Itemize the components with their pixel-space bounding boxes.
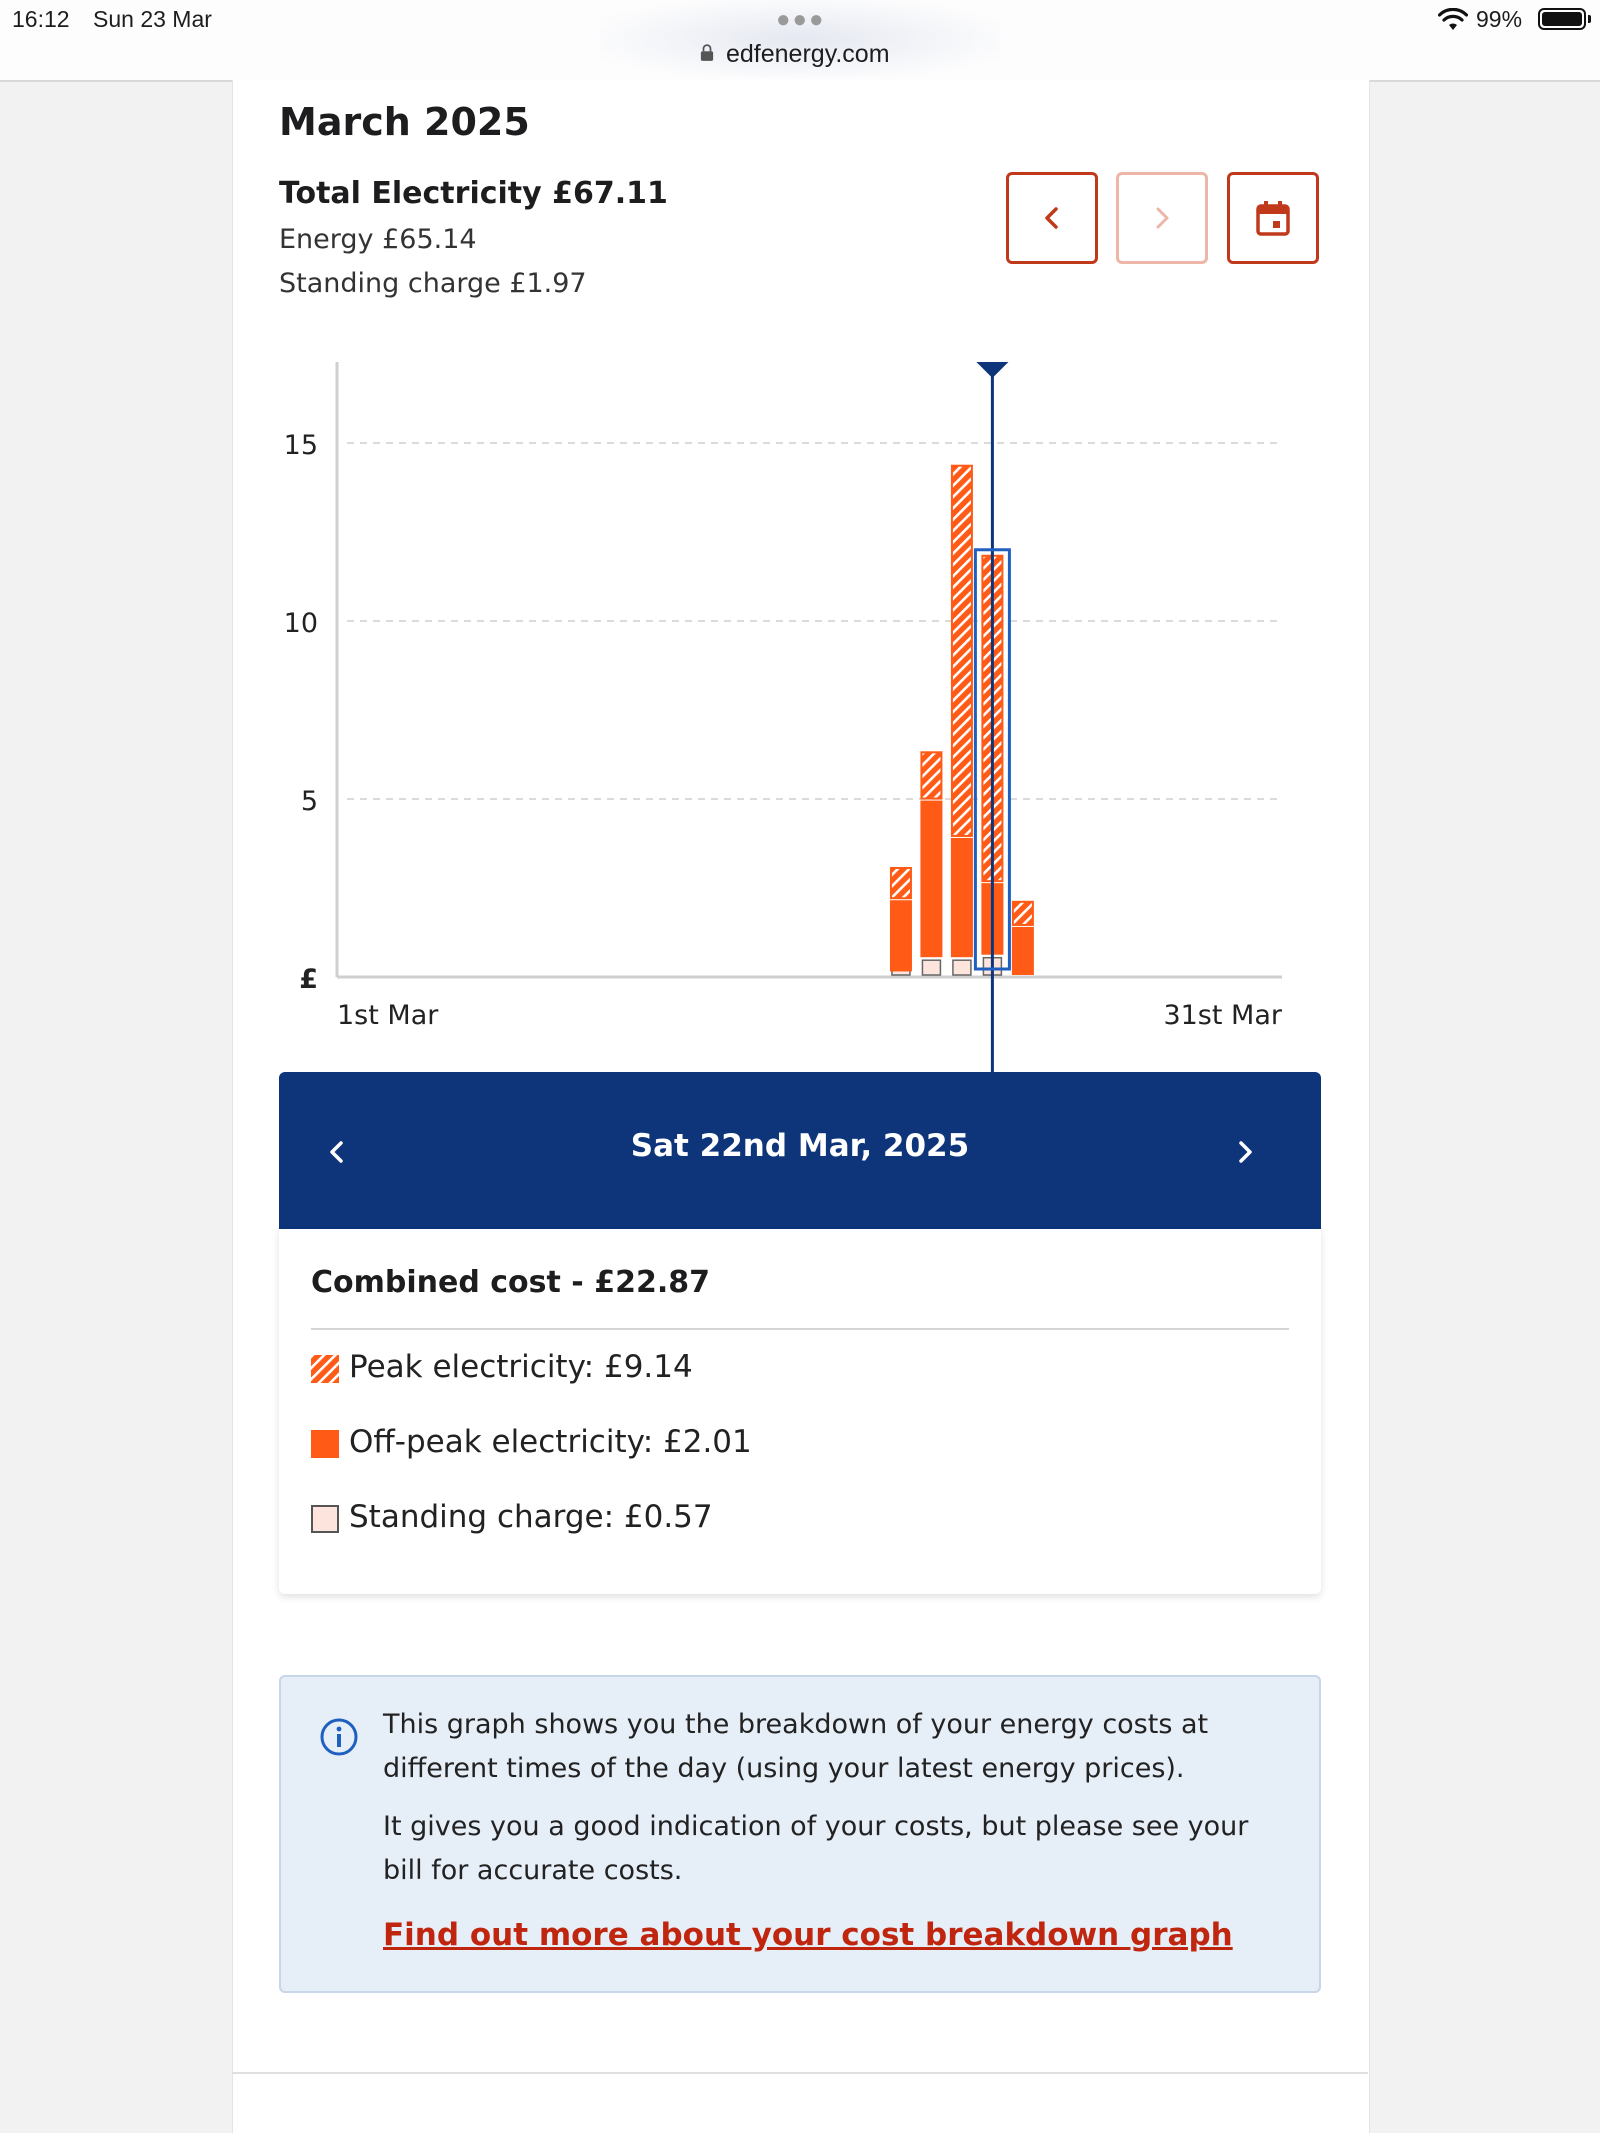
peak-bar-segment [1013,902,1033,925]
chart-grid [347,443,1282,799]
selected-date-label: Sat 22nd Mar, 2025 [630,1128,970,1164]
cost-breakdown-help-link[interactable]: Find out more about your cost breakdown graph [383,1917,1233,1953]
standing-bar-segment [922,960,940,975]
chevron-right-icon [1233,1140,1257,1164]
battery-percentage: 99% [1476,6,1523,32]
selection-marker-icon [976,362,1008,378]
y-tick-label: 10 [283,608,318,639]
combined-cost: Combined cost - £22.87 [311,1265,710,1300]
cost-breakdown-panel [279,1229,1321,1594]
y-tick-label: 5 [300,786,318,817]
selected-date-bar [279,1072,1321,1229]
peak-bar-segment [952,466,972,836]
offpeak-bar-segment [890,900,912,971]
peak-cost-label: Peak electricity: £9.14 [349,1349,693,1385]
divider [232,2072,1368,2074]
selected-day-marker[interactable] [975,362,1009,1072]
info-text-2: It gives you a good indication of your costs, but please see your bill for accurate costs. [383,1811,1249,1886]
chart-bars [890,466,1034,975]
peak-bar-segment [921,752,941,798]
y-axis-ticks [284,430,318,995]
offpeak-bar-segment [951,838,973,957]
offpeak-cost-label: Off-peak electricity: £2.01 [349,1424,752,1460]
divider [311,1328,1289,1330]
x-tick-label-end: 31st Mar [1163,1000,1282,1031]
y-tick-label: 15 [283,430,318,461]
standing-cost-label: Standing charge: £0.57 [349,1499,713,1535]
standing-bar-segment [953,960,971,975]
info-icon [319,1717,359,1757]
multitasking-dots-icon[interactable]: ●●● [776,6,826,33]
peak-swatch-icon [311,1355,339,1383]
offpeak-swatch-icon [311,1430,339,1458]
info-box [279,1675,1321,1993]
standing-swatch-icon [311,1505,339,1533]
standing-charge-cost: Standing charge £1.97 [279,268,587,299]
info-text-1: This graph shows you the breakdown of your energy costs at different times of the day (using your latest energy prices). [383,1709,1209,1784]
status-date: Sun 23 Mar [93,6,212,32]
offpeak-bar-segment [920,801,942,958]
offpeak-bar-segment [1012,927,1034,975]
total-electricity: Total Electricity £67.11 [279,176,668,211]
peak-bar-segment [891,868,911,898]
status-time: 16:12 [12,6,70,32]
y-unit-label: £ [299,964,318,995]
next-day-button[interactable] [1215,1122,1275,1182]
x-tick-label-start: 1st Mar [337,1000,439,1031]
energy-cost: Energy £65.14 [279,224,477,255]
month-title: March 2025 [279,100,530,144]
url-text: edfenergy.com [726,40,890,68]
